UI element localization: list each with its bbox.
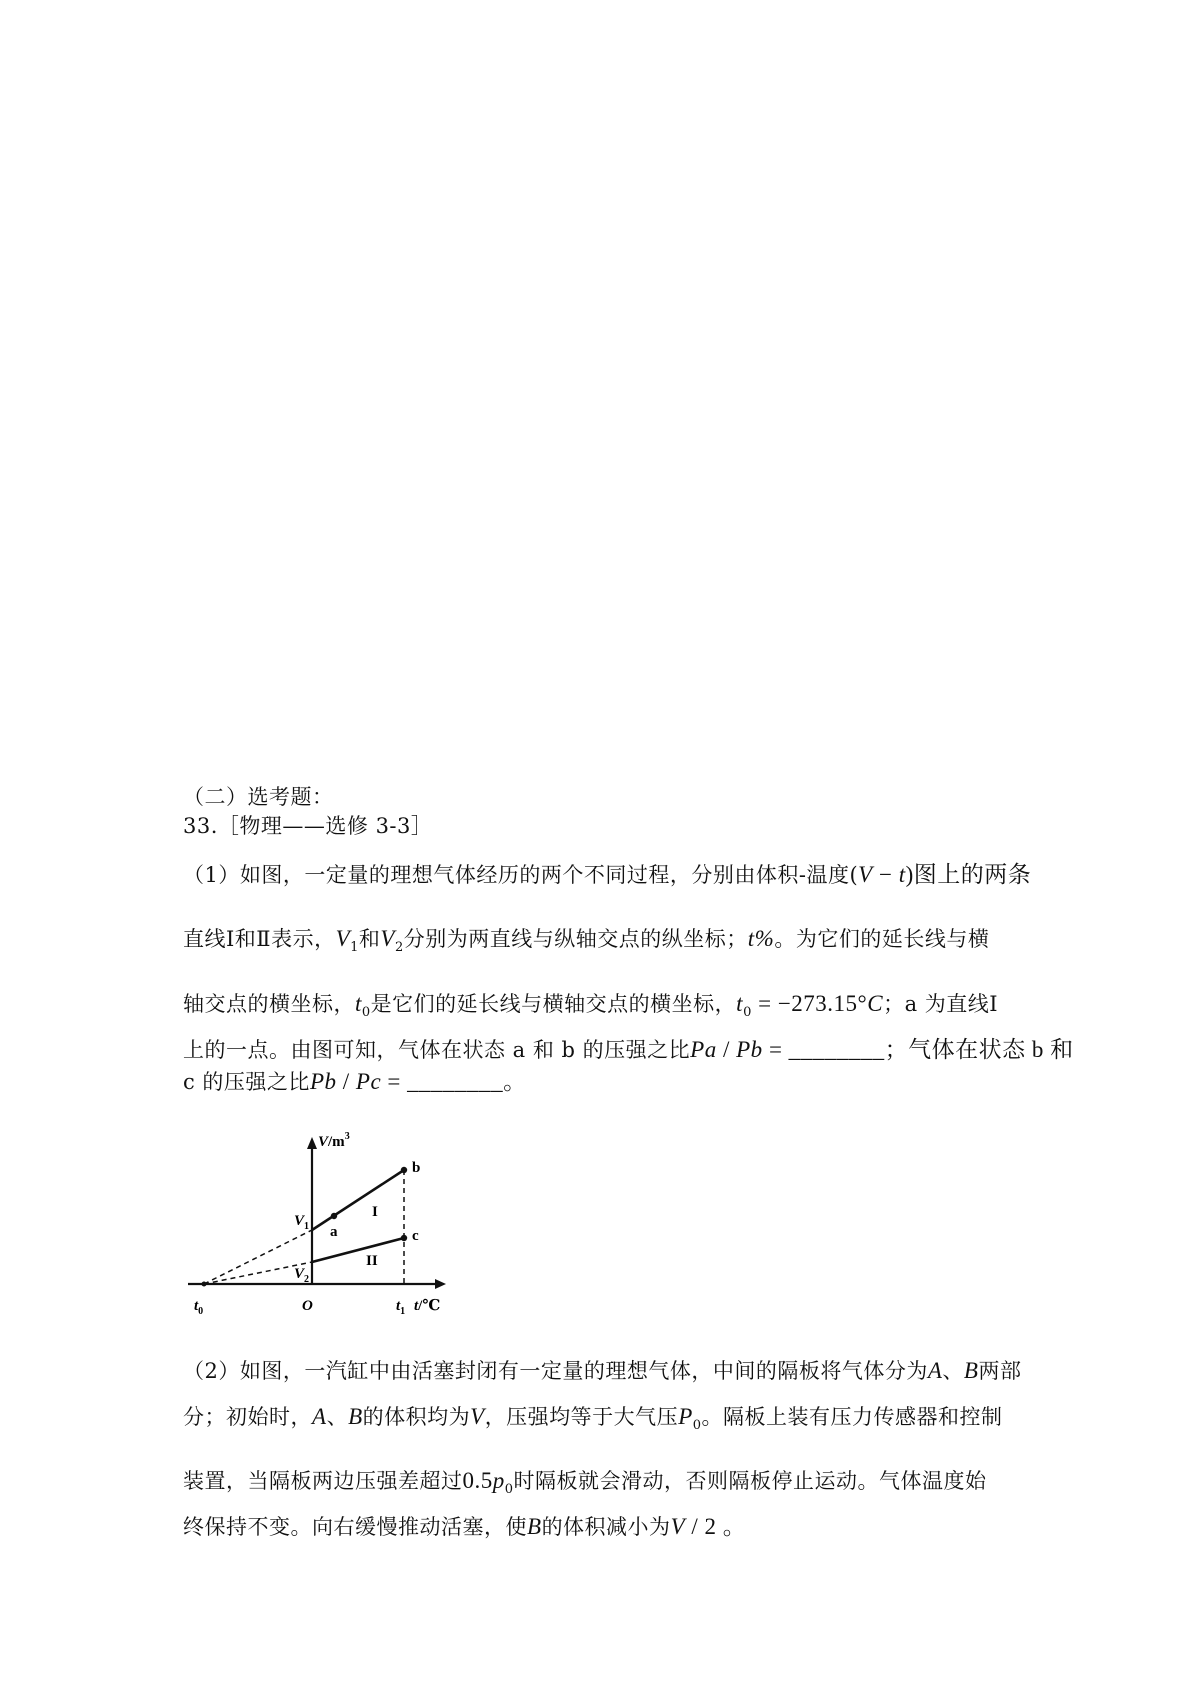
- v2-label: $V_2$: [294, 1266, 310, 1285]
- point-b: [401, 1167, 407, 1173]
- question-number: 33.［物理——选修 3-3］: [183, 814, 433, 838]
- line-I: [312, 1170, 404, 1230]
- part1-line3: 轴交点的横坐标，$t_0$是它们的延长线与横轴交点的横坐标，$t_0 = -273.15^\circ C$；a 为直线Ⅰ: [183, 991, 999, 1021]
- line-II-label: II: [366, 1253, 378, 1269]
- section-heading: （二）选考题：: [183, 785, 334, 809]
- point-a-label: a: [330, 1224, 338, 1240]
- part1-line2: 直线Ⅰ和Ⅱ表示，$V_1$和$V_2$分别为两直线与纵轴交点的纵坐标；t%。为它们的延长线与横: [183, 926, 990, 956]
- t1-label: $t_1$: [396, 1298, 406, 1315]
- origin-label: O: [302, 1298, 313, 1314]
- y-axis-arrow-icon: [307, 1137, 317, 1149]
- point-t0: [202, 1282, 207, 1287]
- part2-line1: （2）如图，一汽缸中由活塞封闭有一定量的理想气体，中间的隔板将气体分为A、B两部: [183, 1358, 1022, 1383]
- x-axis-arrow-icon: [435, 1279, 446, 1289]
- part1-line1: （1）如图，一定量的理想气体经历的两个不同过程，分别由体积-温度(V − t)图上的两条: [183, 862, 1032, 887]
- point-b-label: b: [412, 1160, 421, 1176]
- x-axis-label: t/℃: [414, 1298, 441, 1314]
- part2-line2: 分；初始时，A、B的体积均为V，压强均等于大气压$P_0$。隔板上装有压力传感器和控制: [183, 1404, 1003, 1434]
- point-a: [331, 1213, 337, 1219]
- part1-line5: c 的压强之比Pb / Pc = ________。: [183, 1069, 527, 1094]
- t0-label: $t_0$: [194, 1298, 204, 1315]
- part2-line4: 终保持不变。向右缓慢推动活塞，使B的体积减小为V / 2 。: [183, 1514, 747, 1539]
- line-I-label: I: [372, 1204, 378, 1220]
- v1-label: $V_1$: [294, 1213, 310, 1232]
- y-axis-label: $V/m^3$: [318, 1131, 350, 1150]
- part2-line3: 装置，当隔板两边压强差超过$0.5p_0$时隔板就会滑动，否则隔板停止运动。气体温度始: [183, 1468, 987, 1498]
- vt-diagram: [186, 1130, 476, 1315]
- point-c: [401, 1235, 407, 1241]
- line-II: [312, 1238, 404, 1262]
- part1-line4: 上的一点。由图可知，气体在状态 a 和 b 的压强之比Pa / Pb = ________；气体在状态 b 和: [183, 1037, 1074, 1062]
- point-c-label: c: [412, 1228, 419, 1244]
